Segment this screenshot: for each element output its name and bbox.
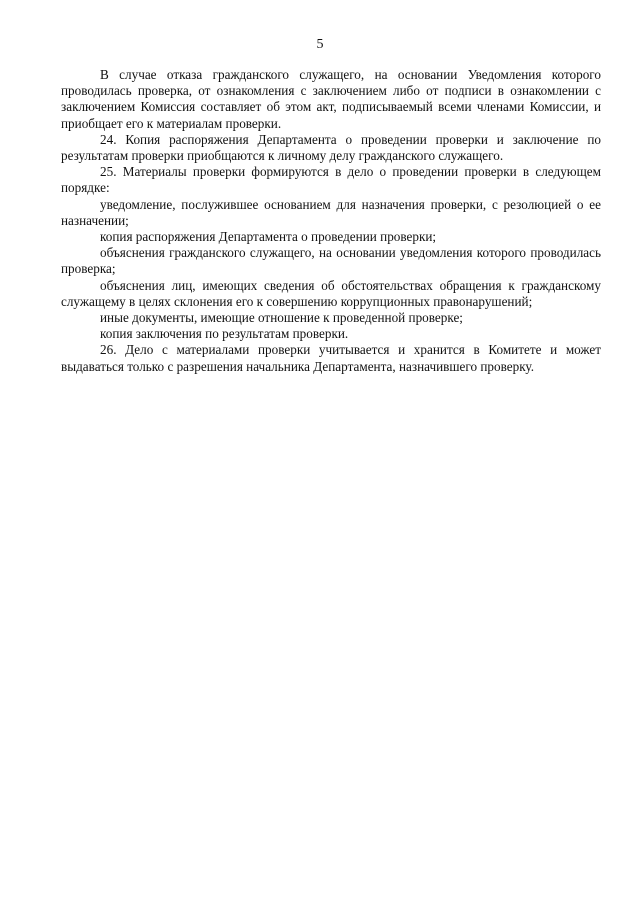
paragraph-24: 24. Копия распоряжения Департамента о проведении проверки и заключение по результатам проверки приобщаются к личному делу гражданского служащего. [61,131,601,164]
paragraph-26: 26. Дело с материалами проверки учитывается и хранится в Комитете и может выдаваться только с разрешения начальника Департамента, назначившего проверку. [61,342,601,374]
page-number: 5 [316,37,324,52]
list-item-notification: уведомление, послужившее основанием для назначения проверки, с резолюцией о ее назначении; [61,196,601,228]
list-item-order-copy: копия распоряжения Департамента о проведении проверки; [100,229,437,245]
document-body [61,67,601,375]
list-item-employee-explanations: объяснения гражданского служащего, на основании уведомления которого проводилась проверка; [61,245,601,277]
list-item-persons-explanations: объяснения лиц, имеющих сведения об обстоятельствах обращения к гражданскому служащему в целях склонения его к совершению коррупционных правонарушений; [61,277,601,309]
list-item-conclusion-copy: копия заключения по результатам проверки. [100,326,349,342]
paragraph-refusal-act: В случае отказа гражданского служащего, на основании Уведомления которого проводилась проверка, от ознакомления с заключением либо от подписи в ознакомлении с заключением Комиссия составляет об этом акт, подписываемый всеми членами Комиссии, и приобщает его к материалам проверки. [61,67,601,131]
paragraph-25: 25. Материалы проверки формируются в дело о проведении проверки в следующем порядке: [61,164,601,196]
list-item-other-documents: иные документы, имеющие отношение к проведенной проверке; [100,310,463,326]
